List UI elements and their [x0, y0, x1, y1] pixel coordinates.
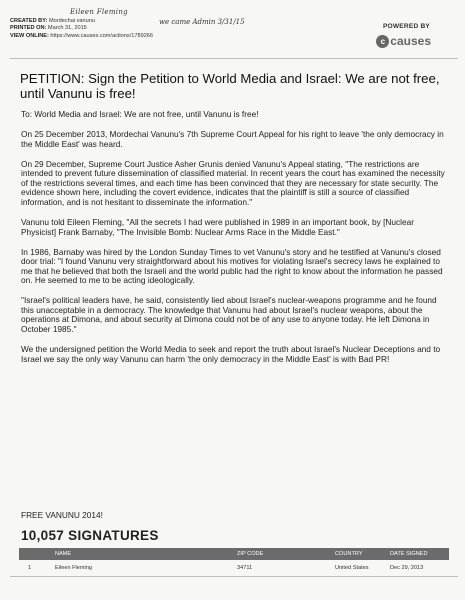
signer-name: Eileen Fleming: [55, 565, 92, 571]
signer-country: United States: [335, 565, 369, 571]
petition-paragraph: Vanunu told Eileen Fleming, "All the secrets I had were published in 1989 in an important book, by [Nuclear Physicist] Frank Barnaby, "The Invisible Bomb: Nuclear Arms Race in the Middle East.": [21, 216, 414, 237]
view-online-link[interactable]: https://www.causes.com/actions/1789266: [50, 32, 154, 39]
printed-on-label: PRINTED ON:: [10, 25, 47, 32]
signature-count: 10,057 SIGNATURES: [21, 528, 159, 543]
row-number: 1: [28, 565, 32, 571]
created-by-value: Mordechai vanunu: [48, 18, 95, 24]
petition-title: PETITION: Sign the Petition to World Media and Israel: We are not free, until Vanunu is free!: [20, 71, 440, 101]
column-zip-header: ZIP CODE: [237, 551, 264, 557]
closing-line: FREE VANUNU 2014!: [21, 510, 103, 520]
column-country-header: COUNTRY: [335, 551, 363, 557]
powered-by-label: POWERED BY: [382, 23, 430, 30]
created-by-label: CREATED BY:: [10, 18, 48, 24]
causes-logo-text: causes: [390, 34, 431, 48]
signer-zip: 34711: [237, 565, 253, 571]
print-metadata: [10, 18, 153, 40]
signed-date: Dec 29, 2013: [390, 565, 424, 571]
view-online-label: VIEW ONLINE:: [10, 32, 49, 39]
header-divider: [10, 58, 458, 59]
table-row: [19, 563, 449, 573]
petition-paragraph: In 1986, Barnaby was hired by the London Sunday Times to vet Vanunu's story and he testified at Vanunu's closed door trial: "I found Vanunu very straightforward about his motives for violating Israel's secrecy laws he explained to me that he believed that both the Israeli and the world public had the right to know about the information he passed on. He seemed to me to be acting ideologically.: [21, 246, 443, 286]
table-bottom-divider: [10, 576, 458, 577]
column-name-header: NAME: [55, 551, 72, 557]
column-date-header: DATE SIGNED: [390, 551, 428, 557]
printed-on-value: March 31, 2015: [47, 25, 87, 32]
handwritten-note: we came Admin 3/31/15: [159, 18, 245, 26]
handwritten-name: Eileen Fleming: [70, 8, 128, 16]
petition-paragraph: On 29 December, Supreme Court Justice Asher Grunis denied Vanunu's Appeal stating, "The restrictions are intended to prevent future dissemination of classified material. In recent years the court has examined the necessity of the restrictions several times, and each time has been convinced that they are necessary for state security. The evidence shown here, including the covert evidence, indicates that the plaintiff is still a source of classified information, and is not hesitant to disseminate the information.": [21, 158, 445, 207]
petition-body: [21, 110, 451, 375]
causes-logo-icon: c: [376, 35, 389, 48]
causes-logo: [376, 34, 431, 48]
petition-paragraph: We the undersigned petition the World Media to seek and report the truth about Israel's Nuclear Deceptions and to Israel we say the only way Vanunu can harm 'the only democracy in the Middle East' is with Bad PR!: [21, 344, 441, 364]
petition-paragraph: On 25 December 2013, Mordechai Vanunu's 7th Supreme Court Appeal for his right to leave 'the only democracy in the Middle East' was heard.: [21, 128, 444, 149]
petition-paragraph: To: World Media and Israel: We are not free, until Vanunu is free!: [21, 109, 259, 119]
signatures-table-header: [19, 548, 449, 560]
petition-paragraph: "Israel's political leaders have, he said, consistently lied about Israel's nuclear-weapons programme and he found this unacceptable in a democracy. The knowledge that Vanunu had about Israel's nuclear weapons, about the operations at Dimona, and about security at Dimona could not be of any use to anyone today. He left Dimona in October 1985.": [21, 295, 437, 335]
